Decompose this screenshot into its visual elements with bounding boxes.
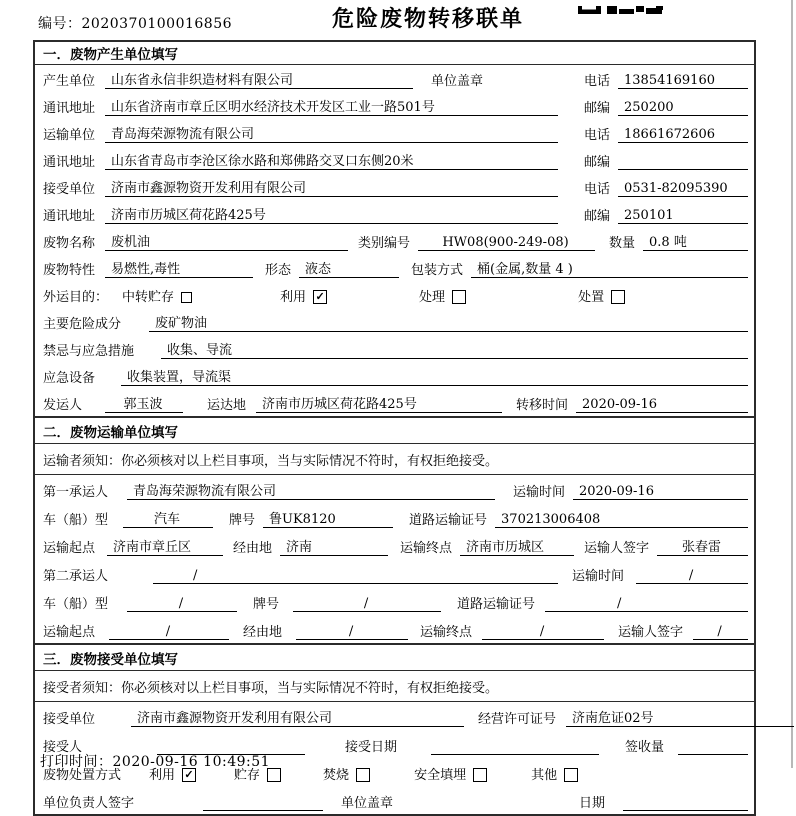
transport-unit-label: 运输单位 <box>43 128 96 143</box>
vehicle1-value: 汽车 <box>123 508 213 528</box>
shipper-label: 发运人 <box>43 398 83 413</box>
transport-post-label: 邮编 <box>584 155 611 170</box>
row-responsible-sign <box>35 786 754 814</box>
row-purpose <box>35 281 754 308</box>
carrier1-time-label: 运输时间 <box>513 485 566 500</box>
page-edge-divider <box>791 0 793 768</box>
purpose-option-use: 利用 <box>280 290 307 305</box>
plate2-value: / <box>293 596 441 612</box>
produce-phone-label: 电话 <box>584 74 611 89</box>
transport-phone-label: 电话 <box>584 128 611 143</box>
row-carrier2 <box>35 559 754 587</box>
serial-number <box>38 13 232 33</box>
transfer-time-label: 转移时间 <box>516 398 569 413</box>
receive-unit-value: 济南市鑫源物资开发利用有限公司 <box>105 177 558 197</box>
row-carrier1 <box>35 475 754 503</box>
section-transporter-title: 二．废物运输单位填写 <box>35 418 754 444</box>
receiver-stamp-label: 单位盖章 <box>341 796 394 811</box>
license-value: 济南危证02号 <box>566 707 794 727</box>
produce-addr-value: 山东省济南市章丘区明水经济技术开发区工业一路501号 <box>105 96 558 116</box>
row-waste-name <box>35 227 754 254</box>
route2-start-label: 运输起点 <box>43 625 96 640</box>
checkbox-storage[interactable] <box>181 292 192 303</box>
receive-addr-value: 济南市历城区荷花路425号 <box>105 204 558 224</box>
checkbox-treat[interactable] <box>452 290 466 304</box>
route2-end-value: / <box>482 624 604 640</box>
route1-via-label: 经由地 <box>233 541 273 556</box>
quantity-value: 0.8 吨 <box>643 231 748 251</box>
waste-prop-label: 废物特性 <box>43 263 96 278</box>
form-title: 危险废物转移联单 <box>332 6 525 32</box>
destination-label: 运达地 <box>207 398 247 413</box>
row-transport-addr <box>35 146 754 173</box>
carrier1-value: 青岛海荣源物流有限公司 <box>127 480 495 500</box>
row-vehicle2 <box>35 587 754 615</box>
transport-addr-label: 通讯地址 <box>43 155 96 170</box>
route2-start-value: / <box>109 624 229 640</box>
hazard-value: 废矿物油 <box>149 312 748 332</box>
carrier2-time-label: 运输时间 <box>572 569 625 584</box>
row-equip <box>35 362 754 389</box>
receive-phone-label: 电话 <box>584 182 611 197</box>
responsible-sign-value[interactable] <box>203 795 323 811</box>
row-transport-unit <box>35 119 754 146</box>
packaging-value: 桶(金属,数量 4 ) <box>471 258 748 278</box>
disposal-option-use: 利用 <box>149 768 176 783</box>
checkbox-use[interactable]: ✓ <box>313 290 327 304</box>
route1-end-label: 运输终点 <box>400 541 453 556</box>
waste-prop-value: 易燃性,毒性 <box>105 258 253 278</box>
transfer-time-value: 2020-09-16 <box>576 397 748 413</box>
vehicle2-value: / <box>127 596 237 612</box>
unit-stamp-label: 单位盖章 <box>431 74 484 89</box>
serial-label: 编号： <box>38 16 82 32</box>
row-hazard <box>35 308 754 335</box>
form-state-label: 形态 <box>265 263 292 278</box>
route1-sign-label: 运输人签字 <box>584 541 650 556</box>
received-qty-value[interactable] <box>678 739 748 755</box>
vehicle1-label: 车（船）型 <box>43 513 109 528</box>
carrier1-label: 第一承运人 <box>43 485 109 500</box>
shipper-value: 郭玉波 <box>105 393 183 413</box>
road-permit1-value: 370213006408 <box>495 512 748 528</box>
section-producer <box>35 42 754 416</box>
accept-unit-label: 接受单位 <box>43 712 96 727</box>
receive-addr-label: 通讯地址 <box>43 209 96 224</box>
print-time-label: 打印时间： <box>40 754 113 770</box>
road-permit2-label: 道路运输证号 <box>457 597 536 612</box>
route1-sign-value: 张春雷 <box>657 536 748 556</box>
section-producer-title: 一．废物产生单位填写 <box>35 42 754 65</box>
vehicle2-label: 车（船）型 <box>43 597 109 612</box>
disposal-option-landfill: 安全填埋 <box>414 768 467 783</box>
responsible-sign-label: 单位负责人签字 <box>43 796 135 811</box>
produce-phone-value: 13854169160 <box>618 73 748 89</box>
taboo-label: 禁忌与应急措施 <box>43 344 135 359</box>
transport-post-value <box>618 154 748 170</box>
disposal-option-store: 贮存 <box>234 768 261 783</box>
receiver-notice: 接受者须知：你必须核对以上栏目事项，当与实际情况不符时，有权拒绝接受。 <box>35 671 754 702</box>
disposal-option-burn: 焚烧 <box>323 768 350 783</box>
produce-unit-value: 山东省永信非织造材料有限公司 <box>105 69 413 89</box>
route2-sign-value: / <box>693 624 748 640</box>
checkbox-disposal-use[interactable]: ✓ <box>182 768 196 782</box>
plate1-value: 鲁UK8120 <box>263 508 393 528</box>
route2-sign-label: 运输人签字 <box>618 625 684 640</box>
manifest-form <box>33 40 756 816</box>
carrier2-value: / <box>153 568 558 584</box>
form-state-value: 液态 <box>299 258 399 278</box>
produce-post-label: 邮编 <box>584 101 611 116</box>
receive-phone-value: 0531-82095390 <box>618 181 748 197</box>
print-time <box>40 751 270 771</box>
destination-value: 济南市历城区荷花路425号 <box>256 393 502 413</box>
road-permit2-value: / <box>545 596 748 612</box>
row-receive-unit <box>35 173 754 200</box>
disposal-option-other: 其他 <box>531 768 558 783</box>
receive-post-value: 250101 <box>618 208 748 224</box>
route2-via-value: / <box>296 624 408 640</box>
license-label: 经营许可证号 <box>478 712 557 727</box>
section-receiver-title: 三．废物接受单位填写 <box>35 645 754 671</box>
equip-label: 应急设备 <box>43 371 96 386</box>
route1-end-value: 济南市历城区 <box>460 536 574 556</box>
route2-end-label: 运输终点 <box>420 625 473 640</box>
purpose-option-storage: 中转贮存 <box>122 290 175 305</box>
purpose-label: 外运目的： <box>43 290 109 305</box>
checkbox-disposal-burn[interactable] <box>356 768 370 782</box>
route1-via-value: 济南 <box>280 536 388 556</box>
waste-name-label: 废物名称 <box>43 236 96 251</box>
sign-date-label: 日期 <box>579 796 606 811</box>
category-code-label: 类别编号 <box>358 236 411 251</box>
transport-addr-value: 山东省青岛市李沧区徐水路和郑佛路交叉口东侧20米 <box>105 150 558 170</box>
plate2-label: 牌号 <box>253 597 280 612</box>
produce-post-value: 250200 <box>618 100 748 116</box>
sign-date-value[interactable] <box>623 795 748 811</box>
plate1-label: 牌号 <box>229 513 256 528</box>
checkbox-disposal-landfill[interactable] <box>473 768 487 782</box>
category-code-value: HW08(900-249-08) <box>418 235 595 251</box>
accept-unit-value: 济南市鑫源物资开发利用有限公司 <box>131 707 464 727</box>
accept-person-label: 接受人 <box>43 740 83 755</box>
row-waste-prop <box>35 254 754 281</box>
purpose-option-dispose: 处置 <box>578 290 605 305</box>
quantity-label: 数量 <box>609 236 636 251</box>
transporter-notice: 运输者须知：你必须核对以上栏目事项，当与实际情况不符时，有权拒绝接受。 <box>35 444 754 475</box>
route2-via-label: 经由地 <box>243 625 283 640</box>
row-produce-addr <box>35 92 754 119</box>
row-taboo <box>35 335 754 362</box>
disposal-label: 废物处置方式 <box>43 768 122 783</box>
qr-code-fragment-icon <box>578 0 664 19</box>
checkbox-disposal-other[interactable] <box>564 768 578 782</box>
row-vehicle1 <box>35 503 754 531</box>
carrier1-time-value: 2020-09-16 <box>573 484 748 500</box>
taboo-value: 收集、导流 <box>161 339 748 359</box>
purpose-option-treat: 处理 <box>419 290 446 305</box>
serial-value: 2020370100016856 <box>81 16 233 32</box>
carrier2-time-value: / <box>636 568 748 584</box>
transport-unit-value: 青岛海荣源物流有限公司 <box>105 123 558 143</box>
checkbox-dispose[interactable] <box>611 290 625 304</box>
section-receiver <box>35 643 754 814</box>
route1-start-value: 济南市章丘区 <box>107 536 223 556</box>
hazard-label: 主要危险成分 <box>43 317 122 332</box>
carrier2-label: 第二承运人 <box>43 569 109 584</box>
produce-addr-label: 通讯地址 <box>43 101 96 116</box>
accept-date-label: 接受日期 <box>345 740 398 755</box>
waste-name-value: 废机油 <box>105 231 348 251</box>
transport-phone-value: 18661672606 <box>618 127 748 143</box>
receive-post-label: 邮编 <box>584 209 611 224</box>
packaging-label: 包装方式 <box>411 263 464 278</box>
row-receive-addr <box>35 200 754 227</box>
row-route1 <box>35 531 754 559</box>
road-permit1-label: 道路运输证号 <box>409 513 488 528</box>
row-ship <box>35 389 754 416</box>
row-route2 <box>35 615 754 643</box>
receive-unit-label: 接受单位 <box>43 182 96 197</box>
equip-value: 收集装置，导流渠 <box>121 366 748 386</box>
accept-date-value[interactable] <box>431 739 599 755</box>
route1-start-label: 运输起点 <box>43 541 96 556</box>
received-qty-label: 签收量 <box>625 740 665 755</box>
row-accept-unit <box>35 702 754 730</box>
produce-unit-label: 产生单位 <box>43 74 96 89</box>
print-time-value: 2020-09-16 10:49:51 <box>112 754 271 770</box>
row-produce-unit <box>35 65 754 92</box>
section-transporter <box>35 416 754 643</box>
